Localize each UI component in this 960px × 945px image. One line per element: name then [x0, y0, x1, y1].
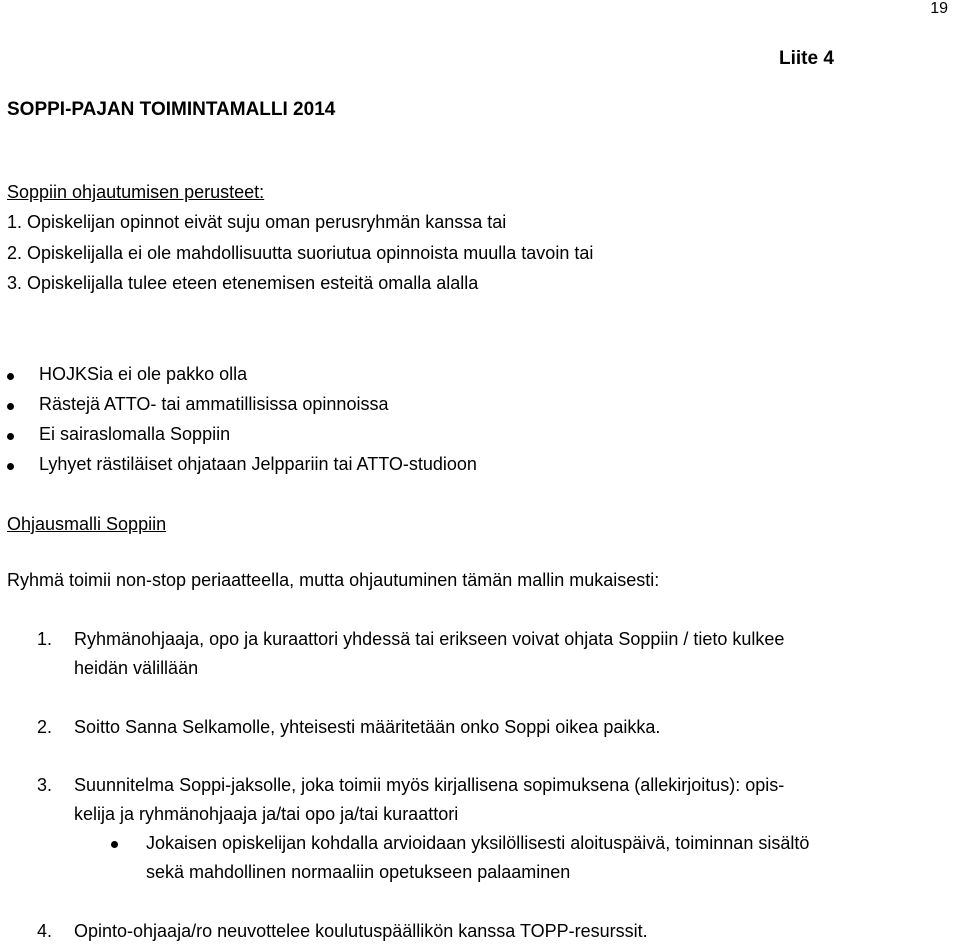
step-subbullet-line: Jokaisen opiskelijan kohdalla arvioidaan yksilöllisesti aloituspäivä, toiminnan sisältö	[146, 833, 810, 853]
rule-text: HOJKSia ei ole pakko olla	[39, 364, 248, 384]
step-number: 4.	[37, 921, 53, 941]
step-text-line: Soitto Sanna Selkamolle, yhteisesti määritetään onko Soppi oikea paikka.	[74, 717, 661, 737]
bullet-icon	[7, 463, 14, 470]
appendix-label: Liite 4	[779, 48, 834, 69]
step-number: 3.	[37, 775, 53, 795]
model-intro: Ryhmä toimii non-stop periaatteella, mutta ohjautuminen tämän mallin mukaisesti:	[7, 570, 660, 590]
step-number: 1.	[37, 629, 53, 649]
step-number: 2.	[37, 717, 53, 737]
model-heading: Ohjausmalli Soppiin	[7, 514, 167, 534]
rule-item	[39, 364, 247, 385]
bullet-icon	[7, 433, 14, 440]
rule-text: Rästejä ATTO- tai ammatillisissa opinnoissa	[39, 394, 389, 414]
rule-text: Lyhyet rästiläiset ohjataan Jelppariin tai ATTO-studioon	[39, 454, 477, 474]
bullet-icon	[7, 373, 14, 380]
criteria-item-3: 3. Opiskelijalla tulee eteen etenemisen esteitä omalla alalla	[7, 273, 479, 293]
step-text-line: Suunnitelma Soppi-jaksolle, joka toimii myös kirjallisena sopimuksena (allekirjoitus): opis-	[74, 775, 785, 795]
rule-text: Ei sairaslomalla Soppiin	[39, 424, 231, 444]
rule-item	[39, 454, 477, 475]
step-text-line: Ryhmänohjaaja, opo ja kuraattori yhdessä tai erikseen voivat ohjata Soppiin / tieto kulkee	[74, 629, 785, 649]
step-text-line: kelija ja ryhmänohjaaja ja/tai opo ja/tai kuraattori	[74, 804, 459, 824]
step-subbullet-line: sekä mahdollinen normaaliin opetukseen palaaminen	[146, 862, 571, 882]
rule-item	[39, 394, 388, 415]
criteria-item-2: 2. Opiskelijalla ei ole mahdollisuutta suoriutua opinnoista muulla tavoin tai	[7, 243, 594, 263]
rule-item	[39, 424, 230, 445]
document-title: SOPPI-PAJAN TOIMINTAMALLI 2014	[7, 99, 336, 120]
bullet-icon	[111, 841, 118, 848]
criteria-heading: Soppiin ohjautumisen perusteet:	[7, 182, 265, 202]
page-number: 19	[930, 0, 948, 17]
step-text-line: Opinto-ohjaaja/ro neuvottelee koulutuspäällikön kanssa TOPP-resurssit.	[74, 921, 648, 941]
criteria-item-1: 1. Opiskelijan opinnot eivät suju oman perusryhmän kanssa tai	[7, 212, 507, 232]
step-text-line: heidän välillään	[74, 658, 199, 678]
bullet-icon	[7, 403, 14, 410]
